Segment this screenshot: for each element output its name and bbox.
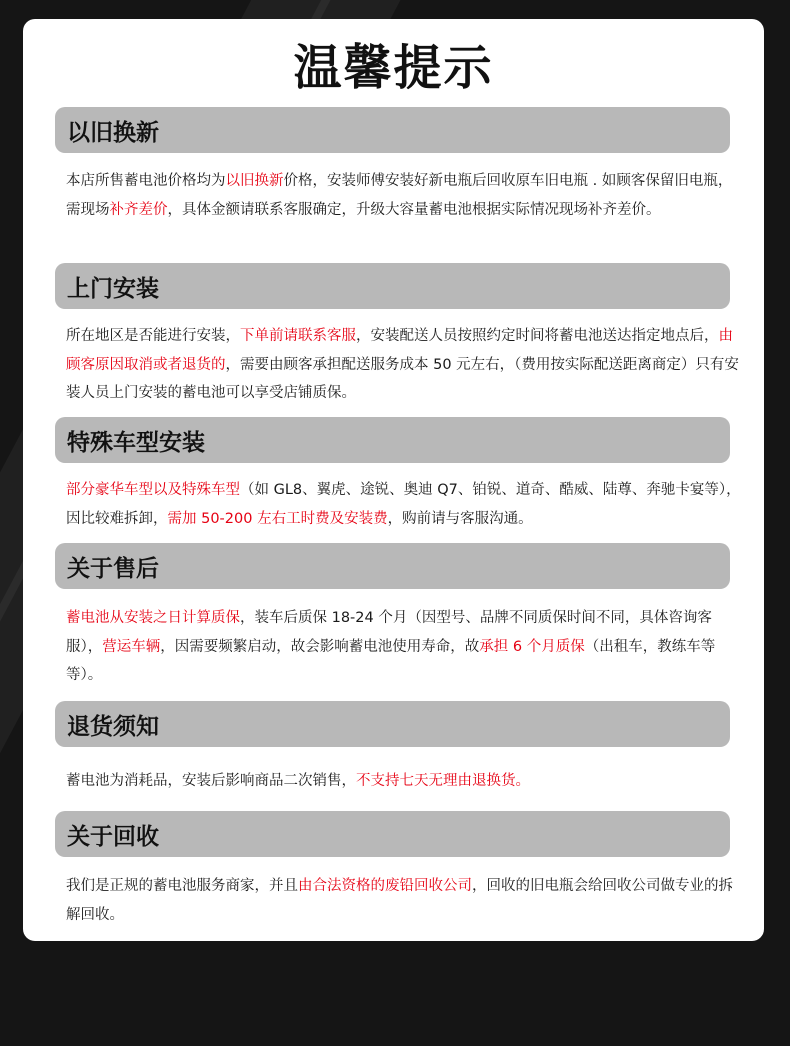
body-text: 所在地区是否能进行安装， (66, 328, 240, 344)
body-text: 价格，安装师傅安装好新电瓶后回收原车旧电瓶 . 如顾客保留旧电瓶，需现场 (66, 173, 733, 218)
section-body-returns (66, 767, 742, 796)
section-heading-special-models: 特殊车型安装 (67, 430, 205, 456)
section-heading-bar-after-sales (55, 543, 730, 589)
highlight-text: 部分豪华车型以及特殊车型 (66, 482, 240, 498)
body-text: ，需要由顾客承担配送服务成本 50 元左右，（费用按实际配送距离商定）只有安装人员上门安装的蓄电池可以享受店铺质保。 (66, 356, 739, 401)
highlight-text: 承担 6 个月质保 (479, 638, 585, 655)
section-heading-bar-trade-in (55, 107, 730, 153)
section-heading-bar-installation (55, 263, 730, 309)
section-body-recycling (66, 872, 742, 929)
body-text: 我们是正规的蓄电池服务商家，并且 (66, 878, 298, 894)
section-heading-returns: 退货须知 (67, 714, 159, 740)
notice-card (23, 19, 764, 941)
section-heading-bar-recycling (55, 811, 730, 857)
section-body-trade-in (66, 167, 742, 224)
highlight-text: 由顾客原因取消或者退货的 (66, 328, 733, 373)
section-heading-recycling: 关于回收 (67, 824, 159, 850)
highlight-text: 不支持七天无理由退换货。 (356, 773, 530, 789)
highlight-text: 营运车辆 (102, 638, 161, 655)
highlight-text: 下单前请联系客服 (240, 328, 356, 344)
highlight-text: 以旧换新 (225, 173, 284, 189)
body-text: （出租车，教练车等等）。 (66, 638, 716, 683)
highlight-text: 补齐差价 (109, 201, 168, 218)
body-text: ，因需要频繁启动，故会影响蓄电池使用寿命，故 (160, 638, 480, 655)
section-heading-after-sales: 关于售后 (67, 556, 159, 582)
highlight-text: 需加 50-200 左右工时费及安装费 (167, 510, 388, 527)
body-text: 蓄电池为消耗品，安装后影响商品二次销售， (66, 773, 356, 789)
section-heading-trade-in: 以旧换新 (67, 120, 159, 146)
section-body-special-models (66, 476, 742, 533)
section-heading-bar-special-models (55, 417, 730, 463)
highlight-text: 由合法资格的废铅回收公司 (298, 878, 472, 894)
body-text: ，安装配送人员按照约定时间将蓄电池送达指定地点后， (356, 328, 719, 344)
section-body-installation (66, 322, 742, 408)
body-text: ，装车后质保 18-24 个月（因型号、品牌不同质保时间不同，具体咨询客服）， (66, 610, 712, 655)
body-text: （如 GL8、翼虎、途锐、奥迪 Q7、铂锐、道奇、酷威、陆尊、奔驰卡宴等），因比较难拆卸， (66, 482, 741, 527)
section-heading-installation: 上门安装 (67, 276, 159, 302)
section-body-after-sales (66, 604, 742, 690)
body-text: 本店所售蓄电池价格均为 (66, 173, 226, 189)
body-text: ，购前请与客服沟通。 (387, 510, 533, 527)
highlight-text: 蓄电池从安装之日计算质保 (66, 610, 240, 626)
page-title: 温馨提示 (293, 40, 494, 96)
section-heading-bar-returns (55, 701, 730, 747)
body-text: ，回收的旧电瓶会给回收公司做专业的拆解回收。 (66, 878, 733, 923)
body-text: ，具体金额请联系客服确定，升级大容量蓄电池根据实际情况现场补齐差价。 (167, 201, 661, 218)
